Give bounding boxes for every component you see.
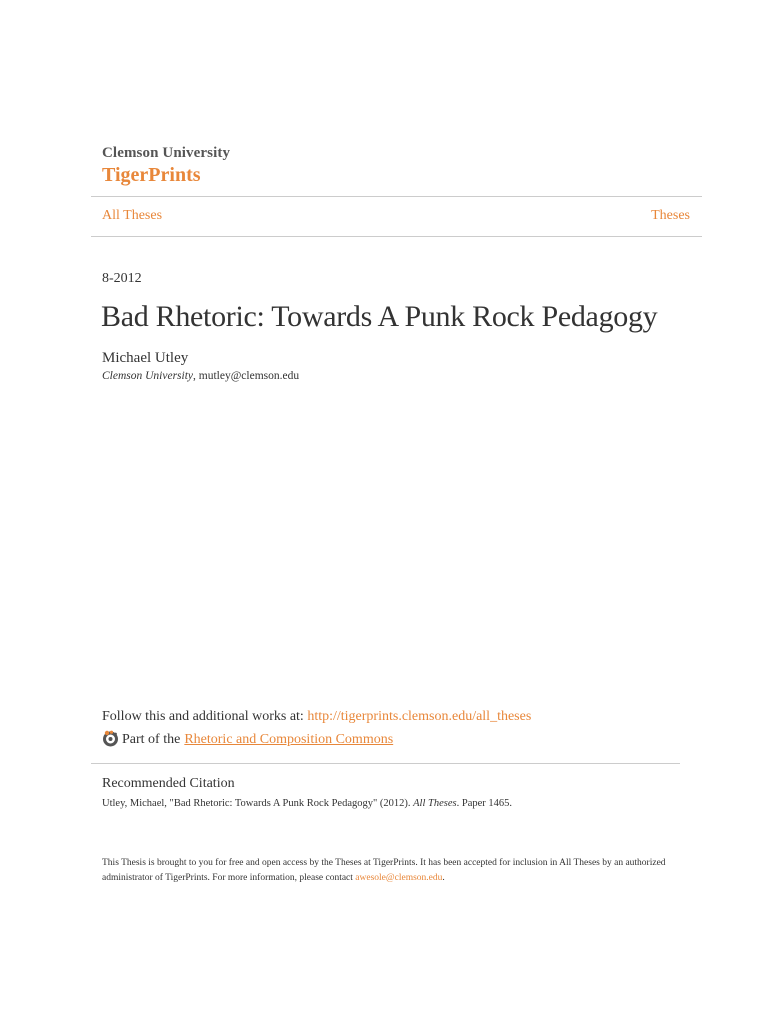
- citation-text-before: Utley, Michael, "Bad Rhetoric: Towards A Punk Rock Pedagogy" (2012).: [102, 798, 414, 809]
- logo-brand-name: TigerPrints: [102, 164, 201, 186]
- all-theses-link[interactable]: All Theses: [102, 208, 163, 223]
- logo-university-name: Clemson University: [102, 145, 231, 161]
- access-notice: [102, 856, 682, 886]
- contact-email-link[interactable]: awesole@clemson.edu: [355, 873, 443, 883]
- follow-label: Follow this and additional works at:: [102, 709, 308, 724]
- nav-top-divider: [91, 196, 702, 197]
- rhetoric-composition-commons-link[interactable]: Rhetoric and Composition Commons: [184, 732, 394, 747]
- nav-bottom-divider: [91, 236, 702, 237]
- part-of-line: [102, 731, 393, 748]
- citation-text: [102, 797, 512, 810]
- network-icon: [102, 730, 119, 747]
- document-title: Bad Rhetoric: Towards A Punk Rock Pedagogy: [101, 300, 658, 333]
- citation-series: All Theses: [413, 798, 457, 809]
- citation-heading: Recommended Citation: [102, 776, 235, 791]
- all-theses-url-link[interactable]: http://tigerprints.clemson.edu/all_theses: [307, 709, 532, 724]
- part-of-label: Part of the: [122, 732, 181, 747]
- tigerprints-logo[interactable]: [102, 145, 230, 187]
- publication-date: 8-2012: [102, 271, 142, 286]
- theses-link[interactable]: Theses: [651, 208, 690, 223]
- author-name: Michael Utley: [102, 350, 189, 366]
- citation-text-after: . Paper 1465.: [456, 798, 513, 809]
- follow-line: [102, 708, 531, 725]
- affiliation-email: , mutley@clemson.edu: [193, 370, 300, 382]
- author-affiliation: [102, 369, 299, 383]
- notice-text: This Thesis is brought to you for free and open access by the Theses at TigerPrints. It has been accepted for inclusion in All Theses by an authorized administrator of TigerPrints. For more information, please contact: [102, 858, 666, 883]
- notice-end: .: [442, 873, 445, 883]
- affiliation-institution: Clemson University: [102, 370, 194, 382]
- citation-divider: [91, 763, 680, 764]
